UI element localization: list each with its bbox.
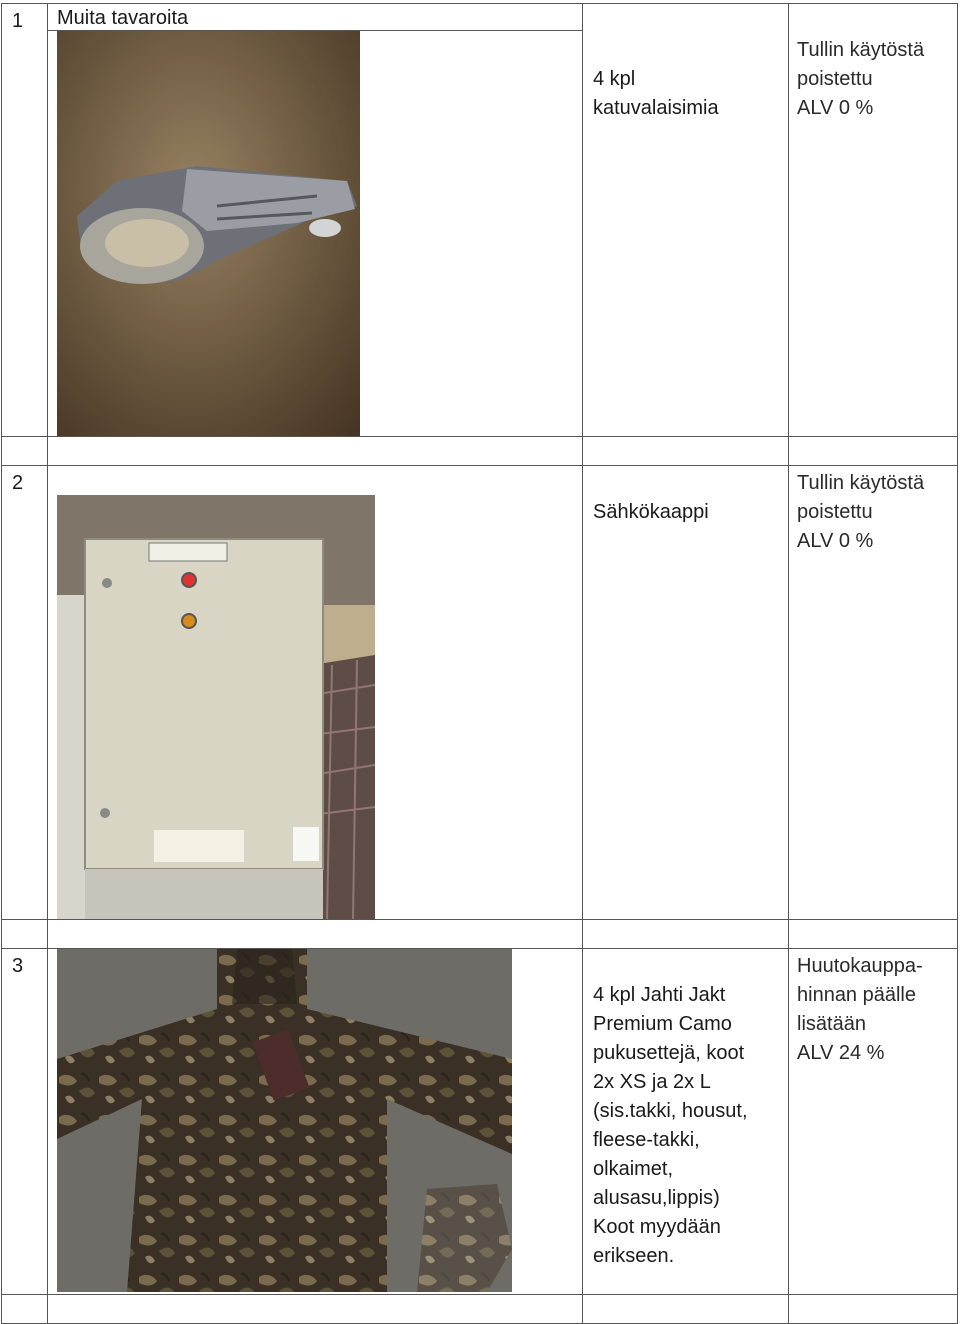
description-line: 4 kpl Jahti Jakt	[593, 984, 726, 1006]
tax-line: ALV 24 %	[797, 1042, 885, 1064]
empty-cell	[583, 920, 789, 949]
tax-note	[789, 4, 957, 123]
item-description	[583, 949, 788, 1271]
tax-line: poistettu	[797, 68, 873, 90]
tax-line: Tullin käytöstä	[797, 39, 925, 61]
description-line: 2x XS ja 2x L	[593, 1071, 711, 1093]
row-number: 2	[2, 466, 48, 920]
street-lamp-photo	[57, 31, 360, 436]
tax-line: hinnan päälle	[797, 984, 916, 1006]
item-description	[583, 466, 788, 527]
description-cell	[583, 466, 789, 920]
description-line: fleese-takki,	[593, 1129, 700, 1151]
table-row	[2, 466, 958, 920]
description-line: olkaimet,	[593, 1158, 674, 1180]
description-line: Premium Camo	[593, 1013, 732, 1035]
camo-suit-photo	[57, 949, 512, 1292]
empty-cell	[2, 437, 48, 466]
photo-cell	[48, 31, 583, 437]
tax-line: ALV 0 %	[797, 530, 874, 552]
table-row	[2, 949, 958, 1295]
table-row	[2, 4, 958, 31]
empty-cell	[789, 437, 958, 466]
tax-line: poistettu	[797, 501, 873, 523]
tax-line: lisätään	[797, 1013, 866, 1035]
row-number: 1	[2, 4, 48, 437]
table-row	[2, 437, 958, 466]
description-line: Koot myydään	[593, 1216, 721, 1238]
tax-line: Tullin käytöstä	[797, 472, 925, 494]
description-line: katuvalaisimia	[593, 97, 719, 119]
empty-cell	[583, 437, 789, 466]
tax-note	[789, 466, 957, 556]
photo-cell	[48, 949, 583, 1295]
electrical-cabinet-photo	[57, 495, 375, 919]
empty-cell	[2, 920, 48, 949]
table-row	[2, 920, 958, 949]
tax-cell	[789, 949, 958, 1295]
description-line: (sis.takki, housut,	[593, 1100, 748, 1122]
description-line: Sähkökaappi	[593, 501, 709, 523]
tax-cell	[789, 4, 958, 437]
section-title: Muita tavaroita	[48, 4, 583, 31]
row-number: 3	[2, 949, 48, 1295]
description-line: erikseen.	[593, 1245, 675, 1267]
description-line: alusasu,lippis)	[593, 1187, 720, 1209]
item-table	[1, 3, 958, 1324]
empty-cell	[48, 920, 583, 949]
tax-line: Huutokauppa-	[797, 955, 923, 977]
tax-note	[789, 949, 957, 1068]
empty-cell	[48, 437, 583, 466]
description-cell	[583, 949, 789, 1295]
item-description	[583, 4, 788, 123]
tax-cell	[789, 466, 958, 920]
description-cell	[583, 4, 789, 437]
description-line: pukusettejä, koot	[593, 1042, 745, 1064]
photo-cell	[48, 466, 583, 920]
description-line: 4 kpl	[593, 68, 636, 90]
tax-line: ALV 0 %	[797, 97, 874, 119]
empty-cell	[789, 920, 958, 949]
